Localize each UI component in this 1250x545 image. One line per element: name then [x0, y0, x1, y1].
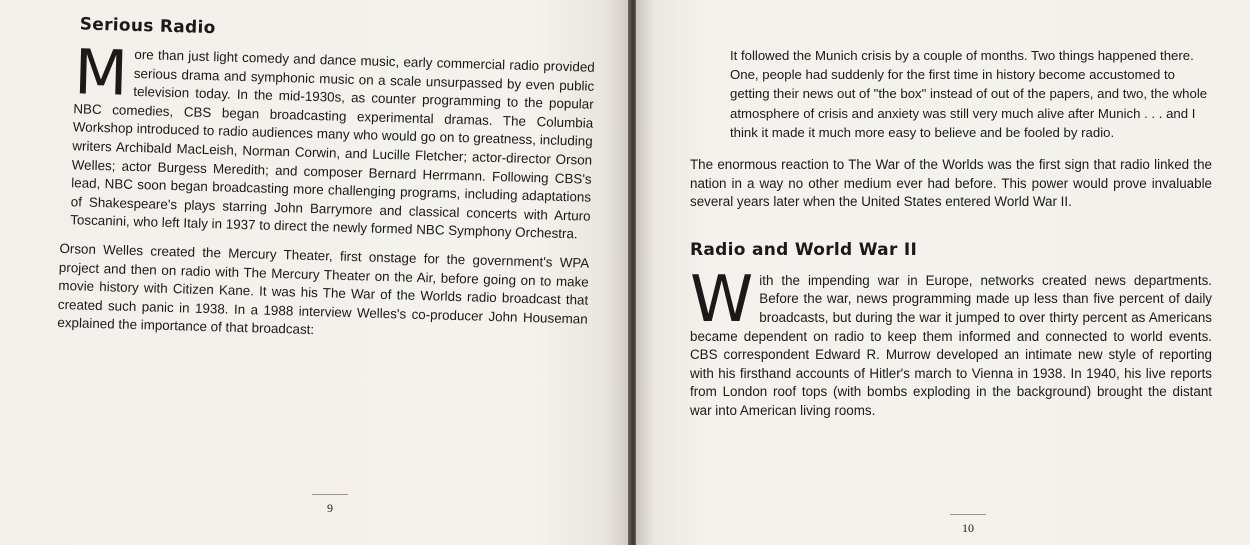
paragraph-text: ore than just light comedy and dance music, early commercial radio provided serious drama and symphonic music on a scale unsurpassed by even public television today. In the mid-1930s, as counter programming to the popular NBC comedies, CBS began broadcasting experimental dramas. The Columbia Workshop introduced to radio audiences many who would go on to greatness, including writers Archibald MacLeish, Norman Corwin, and Lucille Fletcher; actor-director Orson Welles; actor Burgess Meredith; and composer Bernard Herrmann. Following CBS's lead, NBC soon began broadcasting more challenging programs, including adaptations of Shakespeare's plays starring John Barrymore and classical concerts with Arturo Toscanini, who left Italy in 1937 to direct the newly formed NBC Symphony Orchestra. [70, 46, 595, 242]
section-heading-radio-ww2: Radio and World War II [690, 239, 918, 260]
paragraph-orson-welles: Orson Welles created the Mercury Theater, first onstage for the government's WPA project and then on radio with The Mercury Theater on the Air, before going on to make movie history with Citizen Kane. It was his The War of the Worlds radio broadcast that created such panic in 1938. In a 1988 interview Welles's co-producer John Houseman explained the importance of that broadcast: [57, 240, 590, 338]
paragraph-serious-radio [70, 35, 595, 244]
paragraph-radio-ww2 [690, 262, 1212, 421]
page-number-left [312, 494, 348, 516]
block-quote-houseman: It followed the Munich crisis by a couple of months. Two things happened there. One, people had suddenly for the first time in history become accustomed to getting their news out of "the box" instead of out of the papers, and two, the whole atmosphere of crisis and anxiety was still very much alive after Munich . . . and I think it made it much more easy to believe and be fooled by radio. [730, 48, 1208, 140]
page-number-label: 10 [962, 521, 974, 535]
drop-cap-m: M [73, 35, 129, 110]
paragraph-war-of-the-worlds: The enormous reaction to The War of the Worlds was the first sign that radio linked the nation in a way no other medium ever had before. This power would prove invaluable several years later when the United States entered World War II. [690, 157, 1212, 210]
page-number-right [950, 514, 986, 536]
paragraph-text: ith the impending war in Europe, networks created news departments. Before the war, news programming made up less than five percent of daily broadcasts, but during the war it jumped to over thirty percent as Americans became dependent on radio to keep them informed and connected to world events. CBS correspondent Edward R. Murrow developed an intimate new style of reporting with his firsthand accounts of Hitler's march to Vienna in 1938. In 1940, his live reports from London roof tops (with bombs exploding in the background) brought the distant war into American living rooms. [690, 272, 1212, 418]
page-number-rule [950, 514, 986, 515]
section-heading-serious-radio: Serious Radio [79, 14, 216, 39]
drop-cap-w: W [690, 262, 754, 337]
right-page [636, 0, 1250, 545]
page-number-rule [312, 494, 348, 495]
right-page-content [690, 46, 1212, 421]
page-number-label: 9 [327, 501, 333, 515]
left-page-content [57, 14, 596, 348]
